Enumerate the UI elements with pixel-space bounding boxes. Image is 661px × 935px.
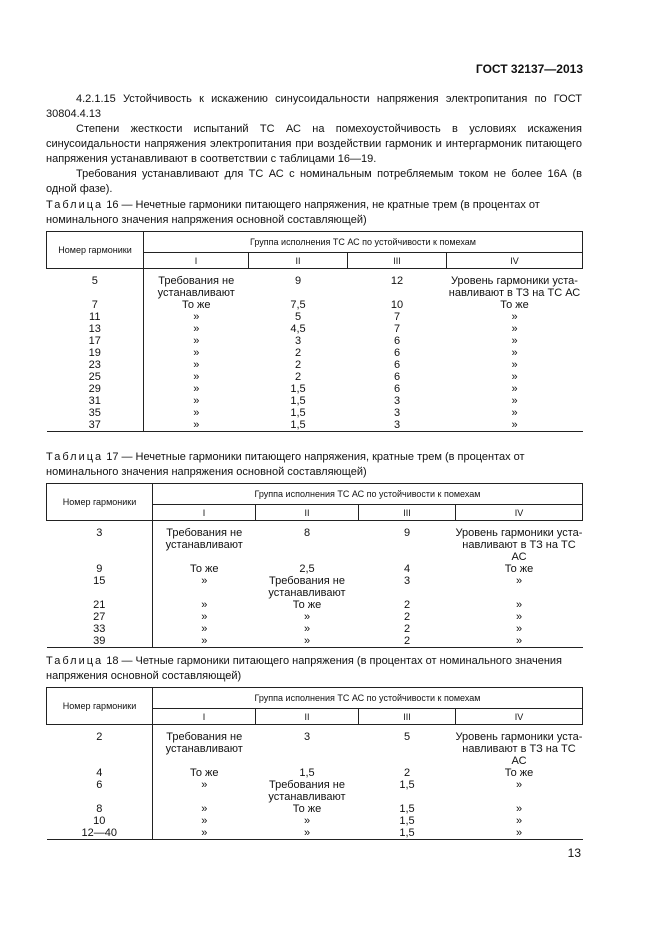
- table-18-caption: [46, 654, 582, 684]
- table-16: [46, 231, 583, 432]
- table-row: [47, 623, 583, 635]
- cell-group-2: То же: [292, 599, 322, 611]
- cell-harmonic-number: 3: [47, 521, 153, 564]
- cell-group-4: »: [511, 311, 518, 323]
- cell-group-1: »: [201, 803, 208, 815]
- cell-harmonic-number: 29: [47, 383, 144, 395]
- cell-group-4: »: [456, 827, 583, 840]
- cell-harmonic-number: 10: [47, 815, 153, 827]
- cell-group-4: »: [515, 779, 523, 791]
- cell-group-1: »: [193, 407, 200, 419]
- table-16-caption: [46, 198, 582, 228]
- cell-group-3: 9: [403, 527, 411, 539]
- cell-group-2: 3: [303, 731, 311, 743]
- page-number: 13: [567, 846, 581, 860]
- cell-group-3: 7: [393, 323, 401, 335]
- table-label: Таблица: [46, 655, 104, 667]
- cell-group-4: Уровень гармоники уста- навливают в ТЗ на ТС АС: [455, 527, 583, 563]
- cell-group-4: То же: [504, 563, 534, 575]
- header-group: Группа исполнения ТС АС по устойчивости к помехам: [153, 484, 583, 505]
- cell-harmonic-number: 5: [47, 269, 144, 300]
- cell-group-4: »: [515, 599, 523, 611]
- cell-group-3: 12: [390, 275, 404, 287]
- header-col-1: I: [153, 505, 256, 521]
- cell-group-1: »: [193, 395, 200, 407]
- cell-group-3: 1,5: [399, 815, 415, 827]
- cell-group-3: 7: [393, 311, 401, 323]
- cell-group-1: »: [193, 347, 200, 359]
- table-row: [47, 269, 583, 300]
- cell-group-1: »: [153, 827, 256, 840]
- cell-harmonic-number: 17: [47, 335, 144, 347]
- cell-group-4: Уровень гармоники уста- навливают в ТЗ на ТС АС: [448, 275, 581, 299]
- table-label: Таблица: [46, 451, 104, 463]
- header-col-2: II: [256, 505, 359, 521]
- cell-group-1: »: [201, 611, 208, 623]
- table-row: [47, 803, 583, 815]
- cell-group-2: 1,5: [299, 767, 315, 779]
- cell-harmonic-number: 12—40: [47, 827, 153, 840]
- header-group: Группа исполнения ТС АС по устойчивости к помехам: [144, 232, 583, 253]
- cell-group-4: То же: [500, 299, 529, 311]
- table-row: [47, 575, 583, 599]
- cell-group-4: »: [511, 323, 518, 335]
- cell-group-2: 1,5: [290, 395, 306, 407]
- cell-group-1: »: [193, 335, 200, 347]
- cell-group-3: 1,5: [359, 827, 456, 840]
- table-label: Таблица: [46, 199, 104, 211]
- cell-group-3: 2: [359, 635, 456, 648]
- cell-group-3: 3: [393, 407, 401, 419]
- cell-group-2: »: [256, 827, 359, 840]
- table-row: [47, 827, 583, 840]
- table-row: [47, 611, 583, 623]
- cell-group-2: 5: [294, 311, 302, 323]
- header-group: Группа исполнения ТС АС по устойчивости к помехам: [153, 688, 583, 709]
- table-row: [47, 359, 583, 371]
- header-harmonic-number: Номер гармоники: [47, 232, 144, 269]
- table-row: [47, 335, 583, 347]
- cell-harmonic-number: 25: [47, 371, 144, 383]
- cell-group-1: »: [201, 623, 208, 635]
- cell-group-3: 6: [393, 335, 401, 347]
- cell-group-4: »: [511, 407, 518, 419]
- cell-group-3: 1,5: [399, 803, 415, 815]
- table-row: [47, 815, 583, 827]
- cell-harmonic-number: 11: [47, 311, 144, 323]
- cell-group-3: 4: [403, 563, 411, 575]
- cell-group-4: »: [515, 611, 523, 623]
- cell-group-1: »: [193, 371, 200, 383]
- table-body: [47, 725, 583, 840]
- cell-harmonic-number: 19: [47, 347, 144, 359]
- cell-group-3: 6: [393, 359, 401, 371]
- cell-group-4: »: [447, 419, 583, 432]
- cell-group-2: »: [303, 623, 311, 635]
- table-17-caption: [46, 450, 582, 480]
- cell-group-1: »: [193, 323, 200, 335]
- table-caption-text: 17 — Нечетные гармоники питающего напряжения, кратные трем (в процентах от номинального значения напряжения основной составляющей): [46, 451, 525, 478]
- table-row: [47, 635, 583, 648]
- cell-group-3: 2: [403, 623, 411, 635]
- cell-group-1: »: [201, 815, 208, 827]
- cell-group-2: 2: [294, 347, 302, 359]
- cell-group-1: »: [193, 383, 200, 395]
- table-row: [47, 311, 583, 323]
- table-caption-text: 16 — Нечетные гармоники питающего напряжения, не кратные трем (в процентах от номинального значения напряжения основной составляющей): [46, 199, 540, 226]
- cell-group-1: Требования не устанавливают: [157, 275, 235, 299]
- cell-harmonic-number: 4: [47, 767, 153, 779]
- header-col-4: IV: [456, 505, 583, 521]
- table-18: [46, 687, 583, 840]
- cell-group-1: То же: [189, 563, 219, 575]
- cell-group-4: »: [515, 815, 523, 827]
- cell-group-2: 2,5: [299, 563, 315, 575]
- table-row: [47, 383, 583, 395]
- cell-harmonic-number: 33: [47, 623, 153, 635]
- cell-group-4: »: [515, 803, 523, 815]
- cell-harmonic-number: 31: [47, 395, 144, 407]
- cell-group-3: 2: [403, 599, 411, 611]
- table-row: [47, 323, 583, 335]
- paragraph-requirements: Требования устанавливают для ТС АС с номинальным потребляемым током не более 16А (в одной фазе).: [46, 168, 582, 195]
- table-row: [47, 767, 583, 779]
- cell-group-2: 8: [303, 527, 311, 539]
- cell-group-3: 2: [403, 767, 411, 779]
- cell-group-2: »: [303, 611, 311, 623]
- table-caption-text: 18 — Четные гармоники питающего напряжения (в процентах от номинального значения напряжения основной составляющей): [46, 655, 563, 682]
- body-text: [46, 92, 582, 197]
- cell-group-1: »: [144, 419, 249, 432]
- cell-group-3: 1,5: [399, 779, 415, 791]
- table-body: [47, 269, 583, 432]
- cell-group-2: 2: [294, 359, 302, 371]
- header-col-3: III: [348, 253, 447, 269]
- table-17: [46, 483, 583, 648]
- cell-group-3: 6: [393, 371, 401, 383]
- cell-group-1: »: [201, 599, 208, 611]
- cell-group-1: »: [201, 575, 208, 587]
- table-row: [47, 407, 583, 419]
- cell-group-4: Уровень гармоники уста- навливают в ТЗ на ТС АС: [455, 731, 583, 767]
- cell-harmonic-number: 13: [47, 323, 144, 335]
- cell-group-1: »: [153, 635, 256, 648]
- cell-group-2: 3: [294, 335, 302, 347]
- cell-harmonic-number: 39: [47, 635, 153, 648]
- cell-group-2: 2: [294, 371, 302, 383]
- cell-harmonic-number: 8: [47, 803, 153, 815]
- cell-group-1: Требования не устанавливают: [165, 527, 243, 551]
- table-row: [47, 395, 583, 407]
- table-row: [47, 563, 583, 575]
- paragraph-severity: Степени жесткости испытаний ТС АС на помехоустойчивость в условиях искажения синусоидальности напряжения электропитания при воздействии гармоник и интергармоник питающего напряжения устанавливают в соответствии с таблицами 16—19.: [46, 123, 582, 165]
- cell-group-2: Требования не устанавливают: [268, 779, 346, 803]
- cell-group-2: »: [303, 815, 311, 827]
- cell-group-4: »: [511, 359, 518, 371]
- cell-group-3: 2: [403, 611, 411, 623]
- table-body: [47, 521, 583, 648]
- paragraph-4-2-1-15: 4.2.1.15 Устойчивость к искажению синусоидальности напряжения электропитания по ГОСТ 30804.4.13: [46, 93, 582, 120]
- cell-harmonic-number: 35: [47, 407, 144, 419]
- cell-group-3: 6: [393, 383, 401, 395]
- cell-group-3: 6: [393, 347, 401, 359]
- cell-group-2: Требования не устанавливают: [268, 575, 346, 599]
- cell-group-1: Требования не устанавливают: [165, 731, 243, 755]
- standard-number: ГОСТ 32137—2013: [475, 62, 583, 76]
- cell-harmonic-number: 6: [47, 779, 153, 803]
- table-row: [47, 419, 583, 432]
- cell-group-1: »: [201, 779, 208, 791]
- header-col-1: I: [153, 709, 256, 725]
- cell-group-4: »: [511, 347, 518, 359]
- header-harmonic-number: Номер гармоники: [47, 688, 153, 725]
- table-row: [47, 725, 583, 768]
- cell-group-2: 7,5: [290, 299, 306, 311]
- cell-harmonic-number: 37: [47, 419, 144, 432]
- cell-harmonic-number: 23: [47, 359, 144, 371]
- cell-group-3: 3: [403, 575, 411, 587]
- cell-harmonic-number: 27: [47, 611, 153, 623]
- cell-group-4: »: [515, 623, 523, 635]
- cell-group-2: 1,5: [290, 407, 306, 419]
- cell-group-4: »: [511, 335, 518, 347]
- cell-group-1: То же: [181, 299, 211, 311]
- cell-group-4: »: [511, 371, 518, 383]
- cell-harmonic-number: 9: [47, 563, 153, 575]
- header-col-4: IV: [456, 709, 583, 725]
- cell-group-4: »: [511, 383, 518, 395]
- header-col-2: II: [249, 253, 348, 269]
- cell-group-2: 1,5: [249, 419, 348, 432]
- header-col-1: I: [144, 253, 249, 269]
- header-col-3: III: [359, 505, 456, 521]
- cell-group-2: 9: [294, 275, 302, 287]
- table-row: [47, 299, 583, 311]
- table-row: [47, 779, 583, 803]
- cell-group-3: 10: [390, 299, 404, 311]
- header-col-3: III: [359, 709, 456, 725]
- cell-group-2: То же: [292, 803, 322, 815]
- cell-group-4: »: [515, 575, 523, 587]
- cell-harmonic-number: 21: [47, 599, 153, 611]
- table-row: [47, 347, 583, 359]
- cell-group-1: То же: [189, 767, 219, 779]
- cell-harmonic-number: 2: [47, 725, 153, 768]
- table-row: [47, 521, 583, 564]
- cell-group-3: 3: [348, 419, 447, 432]
- cell-harmonic-number: 15: [47, 575, 153, 599]
- cell-group-1: »: [193, 311, 200, 323]
- cell-group-3: 3: [393, 395, 401, 407]
- header-col-2: II: [256, 709, 359, 725]
- cell-group-4: То же: [504, 767, 534, 779]
- cell-group-1: »: [193, 359, 200, 371]
- cell-harmonic-number: 7: [47, 299, 144, 311]
- cell-group-2: »: [256, 635, 359, 648]
- cell-group-4: »: [511, 395, 518, 407]
- header-col-4: IV: [447, 253, 583, 269]
- table-row: [47, 371, 583, 383]
- table-row: [47, 599, 583, 611]
- cell-group-2: 1,5: [290, 383, 306, 395]
- cell-group-2: 4,5: [290, 323, 306, 335]
- cell-group-3: 5: [403, 731, 411, 743]
- cell-group-4: »: [456, 635, 583, 648]
- header-harmonic-number: Номер гармоники: [47, 484, 153, 521]
